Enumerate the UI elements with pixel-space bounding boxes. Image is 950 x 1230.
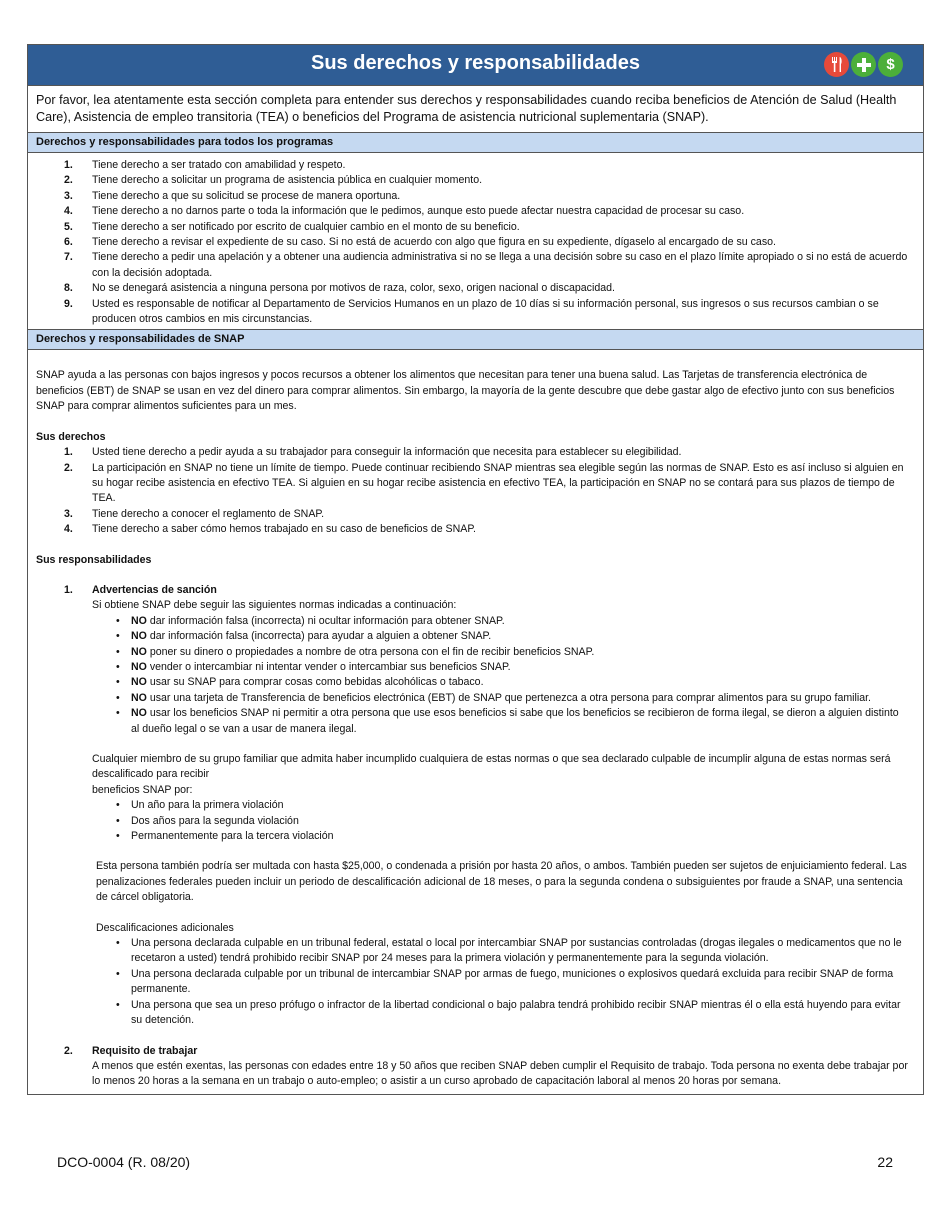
rule-text: vender o intercambiar ni intentar vender o intercambiar sus beneficios SNAP. <box>146 660 511 673</box>
rule-item <box>92 614 915 629</box>
rule-text: dar información falsa (incorrecta) para ayudar a alguien a obtener SNAP. <box>146 630 492 643</box>
rule-item <box>92 691 915 706</box>
plus-glyph <box>856 57 872 73</box>
item-text: No se denegará asistencia a ninguna persona por motivos de raza, color, sexo, origen nacional o discapacidad. <box>92 282 615 295</box>
section-heading-snap: Derechos y responsabilidades de SNAP <box>28 330 923 350</box>
item-number: 9. <box>64 297 73 310</box>
disqualification-text <box>28 752 923 844</box>
disqualification-periods <box>92 798 915 844</box>
responsibility-sanctions <box>28 583 923 737</box>
dollar-glyph: $ <box>886 56 895 73</box>
additional-heading: Descalificaciones adicionales <box>96 921 234 934</box>
responsibilities-list <box>28 583 923 737</box>
work-title: Requisito de trabajar <box>92 1044 198 1057</box>
item-number: 4. <box>64 205 73 218</box>
item-number: 5. <box>64 220 73 233</box>
responsibilities-heading: Sus responsabilidades <box>36 553 152 566</box>
no-word: NO <box>131 707 147 720</box>
responsibility-work <box>28 1044 923 1090</box>
no-word: NO <box>131 660 147 673</box>
item-number: 3. <box>64 507 73 520</box>
document-frame <box>27 44 924 1095</box>
period-item: • Permanentemente para la tercera violación <box>92 829 915 844</box>
period-item: • Dos años para la segunda violación <box>92 814 915 829</box>
form-number: DCO-0004 (R. 08/20) <box>57 1154 191 1170</box>
title-bar <box>28 45 923 86</box>
intro-paragraph: Por favor, lea atentamente esta sección completa para entender sus derechos y responsabilidades cuando reciba beneficios de Atención de Salud (Health Care), Asistencia de empleo transitoria (TEA) o beneficios del Programa de asistencia nutricional suplementaria (SNAP). <box>28 86 923 133</box>
additional-item: • Una persona que sea un preso prófugo o infractor de la libertad condicional o bajo palabra tendrá prohibido recibir SNAP mientras él o ella está huyendo para evitar su detención. <box>92 998 915 1029</box>
no-word: NO <box>131 676 147 689</box>
sanctions-title: Advertencias de sanción <box>92 583 217 596</box>
dollar-icon <box>878 52 903 77</box>
rule-item <box>92 660 915 675</box>
item-text: Tiene derecho a pedir una apelación y a obtener una audiencia administrativa si no se llega a una decisión sobre su caso en el plazo límite apropiado o si no está de acuerdo con la decisión adoptada. <box>92 251 908 279</box>
no-word: NO <box>131 614 147 627</box>
item-number: 3. <box>64 189 73 202</box>
list-item <box>28 522 923 537</box>
rule-text: poner su dinero o propiedades a nombre de otra persona con el fin de recibir beneficios SNAP. <box>146 645 595 658</box>
additional-item: • Una persona declarada culpable en un tribunal federal, estatal o local por intercambiar SNAP por sustancias controladas (drogas ilegales o medicamentos que no le recetaron a usted) tendrá prohibido recibir SNAP por 24 meses para la primera violación y permanentemente para la segunda violación. <box>92 936 915 967</box>
snap-section <box>28 350 923 1093</box>
list-item <box>28 189 923 204</box>
fork-knife-glyph <box>829 56 845 73</box>
rule-item <box>92 645 915 660</box>
item-number: 2. <box>64 174 73 187</box>
rule-text: usar los beneficios SNAP ni permitir a otra persona que use esos beneficios si sabe que los beneficios se recibieron de forma ilegal, se dieron a alguien distinto al dueño legal o se van a usar de manera ilegal. <box>131 707 899 735</box>
disqualification-line: Cualquier miembro de su grupo familiar que admita haber incumplido cualquiera de estas normas o que sea declarado culpable de incumplir alguna de estas normas será descalificado para recibir <box>92 753 891 781</box>
responsibilities-list-cont <box>28 1044 923 1090</box>
fork-knife-icon <box>824 52 849 77</box>
sanction-rules-list <box>92 614 915 737</box>
list-item <box>28 281 923 296</box>
period-item: • Un año para la primera violación <box>92 798 915 813</box>
rule-text: usar una tarjeta de Transferencia de beneficios electrónica (EBT) de SNAP que pertenezca a otra persona para comprar alimentos para su grupo familiar. <box>146 691 871 704</box>
item-text: Tiene derecho a conocer el reglamento de SNAP. <box>92 507 325 520</box>
page-number: 22 <box>877 1154 893 1170</box>
section-heading-all-programs: Derechos y responsabilidades para todos los programas <box>28 133 923 153</box>
rights-heading: Sus derechos <box>36 430 106 443</box>
list-item <box>28 204 923 219</box>
all-programs-list <box>28 153 923 330</box>
snap-intro: SNAP ayuda a las personas con bajos ingresos y pocos recursos a obtener los alimentos que necesitan para tener una buena salud. Las Tarjetas de transferencia electrónica de beneficios (EBT) de SNAP se usan en vez del dinero para comprar alimentos. Sin embargo, la mayoría de la gente descubre que debe gastar algo de efectivo junto con sus beneficios SNAP para comprar alimentos suficientes para un mes. <box>36 369 895 413</box>
item-number: 6. <box>64 236 73 249</box>
fine-paragraph: Esta persona también podría ser multada con hasta $25,000, o condenada a prisión por hasta 20 años, o ambos. También pueden ser sujetos de enjuiciamiento federal. Las penalizaciones federales pueden incluir un periodo de descalificación adicional de 18 meses, o para la segunda condena o subsiguientes por fraude a SNAP, una sentencia de cárcel obligatoria. <box>96 860 907 904</box>
item-text: Tiene derecho a que su solicitud se procese de manera oportuna. <box>92 189 401 202</box>
rule-text: usar su SNAP para comprar cosas como bebidas alcohólicas o tabaco. <box>146 676 484 689</box>
item-number: 1. <box>64 583 73 596</box>
item-number: 1. <box>64 446 73 459</box>
list-item <box>28 445 923 460</box>
item-text: Tiene derecho a no darnos parte o toda la información que le pedimos, aunque esto puede afectar nuestra capacidad de procesar su caso. <box>92 205 745 218</box>
item-number: 4. <box>64 523 73 536</box>
item-text: La participación en SNAP no tiene un límite de tiempo. Puede continuar recibiendo SNAP mientras sea elegible según las normas de SNAP. Esto es así incluso si alguien en su hogar recibe asistencia en efectivo TEA. Si alguien en su hogar recibe asistencia en efectivo TEA, la participación en SNAP no se contará para sus plazos de tiempo de TEA. <box>92 461 904 505</box>
list-item <box>28 235 923 250</box>
snap-rights-list <box>28 445 923 537</box>
list-item <box>28 173 923 188</box>
list-item <box>28 158 923 173</box>
additional-list <box>92 936 915 1028</box>
program-icons <box>824 52 903 77</box>
rule-item <box>92 675 915 690</box>
item-text: Tiene derecho a saber cómo hemos trabajado en su caso de beneficios de SNAP. <box>92 523 476 536</box>
page-title: Sus derechos y responsabilidades <box>310 52 640 74</box>
work-text: A menos que estén exentas, las personas con edades entre 18 y 50 años que reciben SNAP deben cumplir el Requisito de trabajo. Toda persona no exenta debe trabajar por lo menos 20 horas a la semana en un trabajo o auto-empleo; o asistir a un curso aprobado de capacitación laboral al menos 20 horas por semana. <box>92 1059 908 1088</box>
list-item <box>28 250 923 281</box>
item-number: 2. <box>64 461 73 474</box>
plus-cross-icon <box>851 52 876 77</box>
list-item <box>28 507 923 522</box>
no-word: NO <box>131 691 147 704</box>
list-item <box>28 297 923 328</box>
rule-item <box>92 629 915 644</box>
item-number: 1. <box>64 159 73 171</box>
item-text: Tiene derecho a ser tratado con amabilidad y respeto. <box>92 159 346 171</box>
disqualification-line: beneficios SNAP por: <box>92 783 193 796</box>
item-text: Usted tiene derecho a pedir ayuda a su trabajador para conseguir la información que necesita para establecer su elegibilidad. <box>92 446 682 459</box>
item-number: 7. <box>64 251 73 264</box>
list-item <box>28 220 923 235</box>
rule-text: dar información falsa (incorrecta) ni ocultar información para obtener SNAP. <box>146 614 505 627</box>
additional-item: • Una persona declarada culpable por un tribunal de intercambiar SNAP por armas de fuego, municiones o explosivos quedará excluida para recibir SNAP de forma permanente. <box>92 967 915 998</box>
sanctions-lead: Si obtiene SNAP debe seguir las siguientes normas indicadas a continuación: <box>92 599 457 612</box>
no-word: NO <box>131 645 147 658</box>
list-item <box>28 461 923 507</box>
item-text: Usted es responsable de notificar al Departamento de Servicios Humanos en un plazo de 10 días si su información personal, sus ingresos o sus recursos cambian o se producen otros cambios en mis circunstancias. <box>92 297 879 326</box>
additional-disqualifications <box>28 921 923 1029</box>
item-text: Tiene derecho a revisar el expediente de su caso. Si no está de acuerdo con algo que figura en su expediente, dígaselo al encargado de su caso. <box>92 236 776 249</box>
item-number: 2. <box>64 1044 73 1057</box>
rule-item <box>92 706 915 737</box>
no-word: NO <box>131 630 147 643</box>
item-number: 8. <box>64 282 73 295</box>
item-text: Tiene derecho a ser notificado por escrito de cualquier cambio en el monto de su beneficio. <box>92 220 520 233</box>
item-text: Tiene derecho a solicitar un programa de asistencia pública en cualquier momento. <box>92 174 483 187</box>
